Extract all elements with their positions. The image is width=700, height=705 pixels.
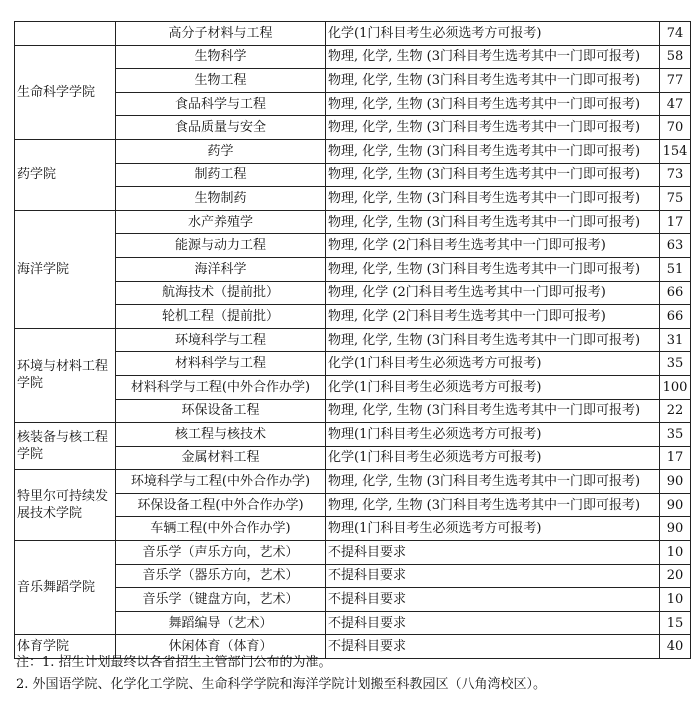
- plan-count-cell: 77: [660, 69, 691, 93]
- subject-requirement-cell: 物理, 化学, 生物 (3门科目考生选考其中一门即可报考): [326, 116, 660, 140]
- major-cell: 食品质量与安全: [116, 116, 326, 140]
- plan-count-cell: 100: [660, 375, 691, 399]
- major-cell: 环境科学与工程(中外合作办学): [116, 470, 326, 494]
- table-row: [15, 92, 691, 116]
- plan-count-cell: 35: [660, 423, 691, 447]
- table-row: [15, 22, 691, 46]
- plan-count-cell: 73: [660, 163, 691, 187]
- college-cell: 环境与材料工程学院: [15, 328, 116, 422]
- table-row: [15, 234, 691, 258]
- major-cell: 高分子材料与工程: [116, 22, 326, 46]
- major-cell: 制药工程: [116, 163, 326, 187]
- table-row: [15, 399, 691, 423]
- major-cell: 轮机工程（提前批）: [116, 305, 326, 329]
- plan-count-cell: 70: [660, 116, 691, 140]
- college-cell: 生命科学学院: [15, 45, 116, 139]
- subject-requirement-cell: 物理, 化学, 生物 (3门科目考生选考其中一门即可报考): [326, 69, 660, 93]
- subject-requirement-cell: 物理, 化学, 生物 (3门科目考生选考其中一门即可报考): [326, 163, 660, 187]
- college-cell: [15, 22, 116, 46]
- table-row: [15, 588, 691, 612]
- table-row: [15, 187, 691, 211]
- major-cell: 舞蹈编导（艺术）: [116, 611, 326, 635]
- college-cell: 海洋学院: [15, 210, 116, 328]
- major-cell: 环境科学与工程: [116, 328, 326, 352]
- major-cell: 核工程与核技术: [116, 423, 326, 447]
- plan-count-cell: 31: [660, 328, 691, 352]
- table-row: [15, 210, 691, 234]
- subject-requirement-cell: 物理(1门科目考生必须选考方可报考): [326, 517, 660, 541]
- subject-requirement-cell: 物理, 化学 (2门科目考生选考其中一门即可报考): [326, 281, 660, 305]
- table-row: [15, 116, 691, 140]
- plan-count-cell: 20: [660, 564, 691, 588]
- table-row: [15, 611, 691, 635]
- subject-requirement-cell: 物理, 化学, 生物 (3门科目考生选考其中一门即可报考): [326, 210, 660, 234]
- subject-requirement-cell: 化学(1门科目考生必须选考方可报考): [326, 22, 660, 46]
- subject-requirement-cell: 不提科目要求: [326, 588, 660, 612]
- plan-count-cell: 40: [660, 635, 691, 659]
- major-cell: 海洋科学: [116, 257, 326, 281]
- table-row: [15, 423, 691, 447]
- table-row: [15, 375, 691, 399]
- plan-count-cell: 47: [660, 92, 691, 116]
- table-row: [15, 163, 691, 187]
- plan-count-cell: 154: [660, 139, 691, 163]
- plan-count-cell: 58: [660, 45, 691, 69]
- subject-requirement-cell: 物理, 化学, 生物 (3门科目考生选考其中一门即可报考): [326, 92, 660, 116]
- major-cell: 生物工程: [116, 69, 326, 93]
- major-cell: 音乐学（键盘方向，艺术）: [116, 588, 326, 612]
- plan-count-cell: 15: [660, 611, 691, 635]
- major-cell: 药学: [116, 139, 326, 163]
- major-cell: 环保设备工程: [116, 399, 326, 423]
- college-cell: 药学院: [15, 139, 116, 210]
- major-cell: 航海技术（提前批）: [116, 281, 326, 305]
- table-row: [15, 446, 691, 470]
- college-cell: 核装备与核工程学院: [15, 423, 116, 470]
- plan-count-cell: 66: [660, 281, 691, 305]
- major-cell: 生物科学: [116, 45, 326, 69]
- table-row: [15, 45, 691, 69]
- plan-count-cell: 10: [660, 541, 691, 565]
- major-cell: 车辆工程(中外合作办学): [116, 517, 326, 541]
- subject-requirement-cell: 物理, 化学, 生物 (3门科目考生选考其中一门即可报考): [326, 139, 660, 163]
- enrollment-plan-table: [14, 21, 691, 659]
- subject-requirement-cell: 不提科目要求: [326, 635, 660, 659]
- subject-requirement-cell: 不提科目要求: [326, 564, 660, 588]
- subject-requirement-cell: 物理, 化学, 生物 (3门科目考生选考其中一门即可报考): [326, 470, 660, 494]
- subject-requirement-cell: 化学(1门科目考生必须选考方可报考): [326, 446, 660, 470]
- subject-requirement-cell: 物理, 化学, 生物 (3门科目考生选考其中一门即可报考): [326, 45, 660, 69]
- subject-requirement-cell: 不提科目要求: [326, 541, 660, 565]
- plan-count-cell: 74: [660, 22, 691, 46]
- plan-count-cell: 90: [660, 517, 691, 541]
- subject-requirement-cell: 物理, 化学, 生物 (3门科目考生选考其中一门即可报考): [326, 399, 660, 423]
- major-cell: 生物制药: [116, 187, 326, 211]
- major-cell: 材料科学与工程(中外合作办学): [116, 375, 326, 399]
- subject-requirement-cell: 物理, 化学 (2门科目考生选考其中一门即可报考): [326, 234, 660, 258]
- plan-count-cell: 66: [660, 305, 691, 329]
- footnotes: [16, 652, 546, 696]
- major-cell: 金属材料工程: [116, 446, 326, 470]
- major-cell: 能源与动力工程: [116, 234, 326, 258]
- table-row: [15, 328, 691, 352]
- subject-requirement-cell: 物理, 化学, 生物 (3门科目考生选考其中一门即可报考): [326, 257, 660, 281]
- major-cell: 水产养殖学: [116, 210, 326, 234]
- college-cell: 音乐舞蹈学院: [15, 541, 116, 635]
- plan-count-cell: 63: [660, 234, 691, 258]
- major-cell: 食品科学与工程: [116, 92, 326, 116]
- table-row: [15, 305, 691, 329]
- major-cell: 音乐学（声乐方向，艺术）: [116, 541, 326, 565]
- subject-requirement-cell: 化学(1门科目考生必须选考方可报考): [326, 375, 660, 399]
- plan-count-cell: 90: [660, 493, 691, 517]
- subject-requirement-cell: 物理(1门科目考生必须选考方可报考): [326, 423, 660, 447]
- major-cell: 材料科学与工程: [116, 352, 326, 376]
- subject-requirement-cell: 化学(1门科目考生必须选考方可报考): [326, 352, 660, 376]
- college-cell: 特里尔可持续发展技术学院: [15, 470, 116, 541]
- major-cell: 环保设备工程(中外合作办学): [116, 493, 326, 517]
- table-row: [15, 257, 691, 281]
- footnote-1: 注：1. 招生计划最终以各省招生主管部门公布的为准。: [16, 655, 332, 670]
- table-row: [15, 470, 691, 494]
- enrollment-table-body: [15, 22, 691, 659]
- subject-requirement-cell: 物理, 化学, 生物 (3门科目考生选考其中一门即可报考): [326, 328, 660, 352]
- footnote-2: 2. 外国语学院、化学化工学院、生命科学学院和海洋学院计划搬至科教园区（八角湾校区）。: [16, 677, 547, 692]
- plan-count-cell: 90: [660, 470, 691, 494]
- subject-requirement-cell: 物理, 化学 (2门科目考生选考其中一门即可报考): [326, 305, 660, 329]
- subject-requirement-cell: 物理, 化学, 生物 (3门科目考生选考其中一门即可报考): [326, 187, 660, 211]
- table-row: [15, 564, 691, 588]
- plan-count-cell: 35: [660, 352, 691, 376]
- plan-count-cell: 22: [660, 399, 691, 423]
- plan-count-cell: 51: [660, 257, 691, 281]
- table-row: [15, 493, 691, 517]
- table-row: [15, 541, 691, 565]
- table-row: [15, 352, 691, 376]
- table-row: [15, 69, 691, 93]
- major-cell: 休闲体育（体育）: [116, 635, 326, 659]
- table-row: [15, 281, 691, 305]
- subject-requirement-cell: 物理, 化学, 生物 (3门科目考生选考其中一门即可报考): [326, 493, 660, 517]
- plan-count-cell: 10: [660, 588, 691, 612]
- plan-count-cell: 17: [660, 210, 691, 234]
- plan-count-cell: 75: [660, 187, 691, 211]
- major-cell: 音乐学（器乐方向，艺术）: [116, 564, 326, 588]
- plan-count-cell: 17: [660, 446, 691, 470]
- table-row: [15, 139, 691, 163]
- table-row: [15, 517, 691, 541]
- subject-requirement-cell: 不提科目要求: [326, 611, 660, 635]
- college-cell: 体育学院: [15, 635, 116, 659]
